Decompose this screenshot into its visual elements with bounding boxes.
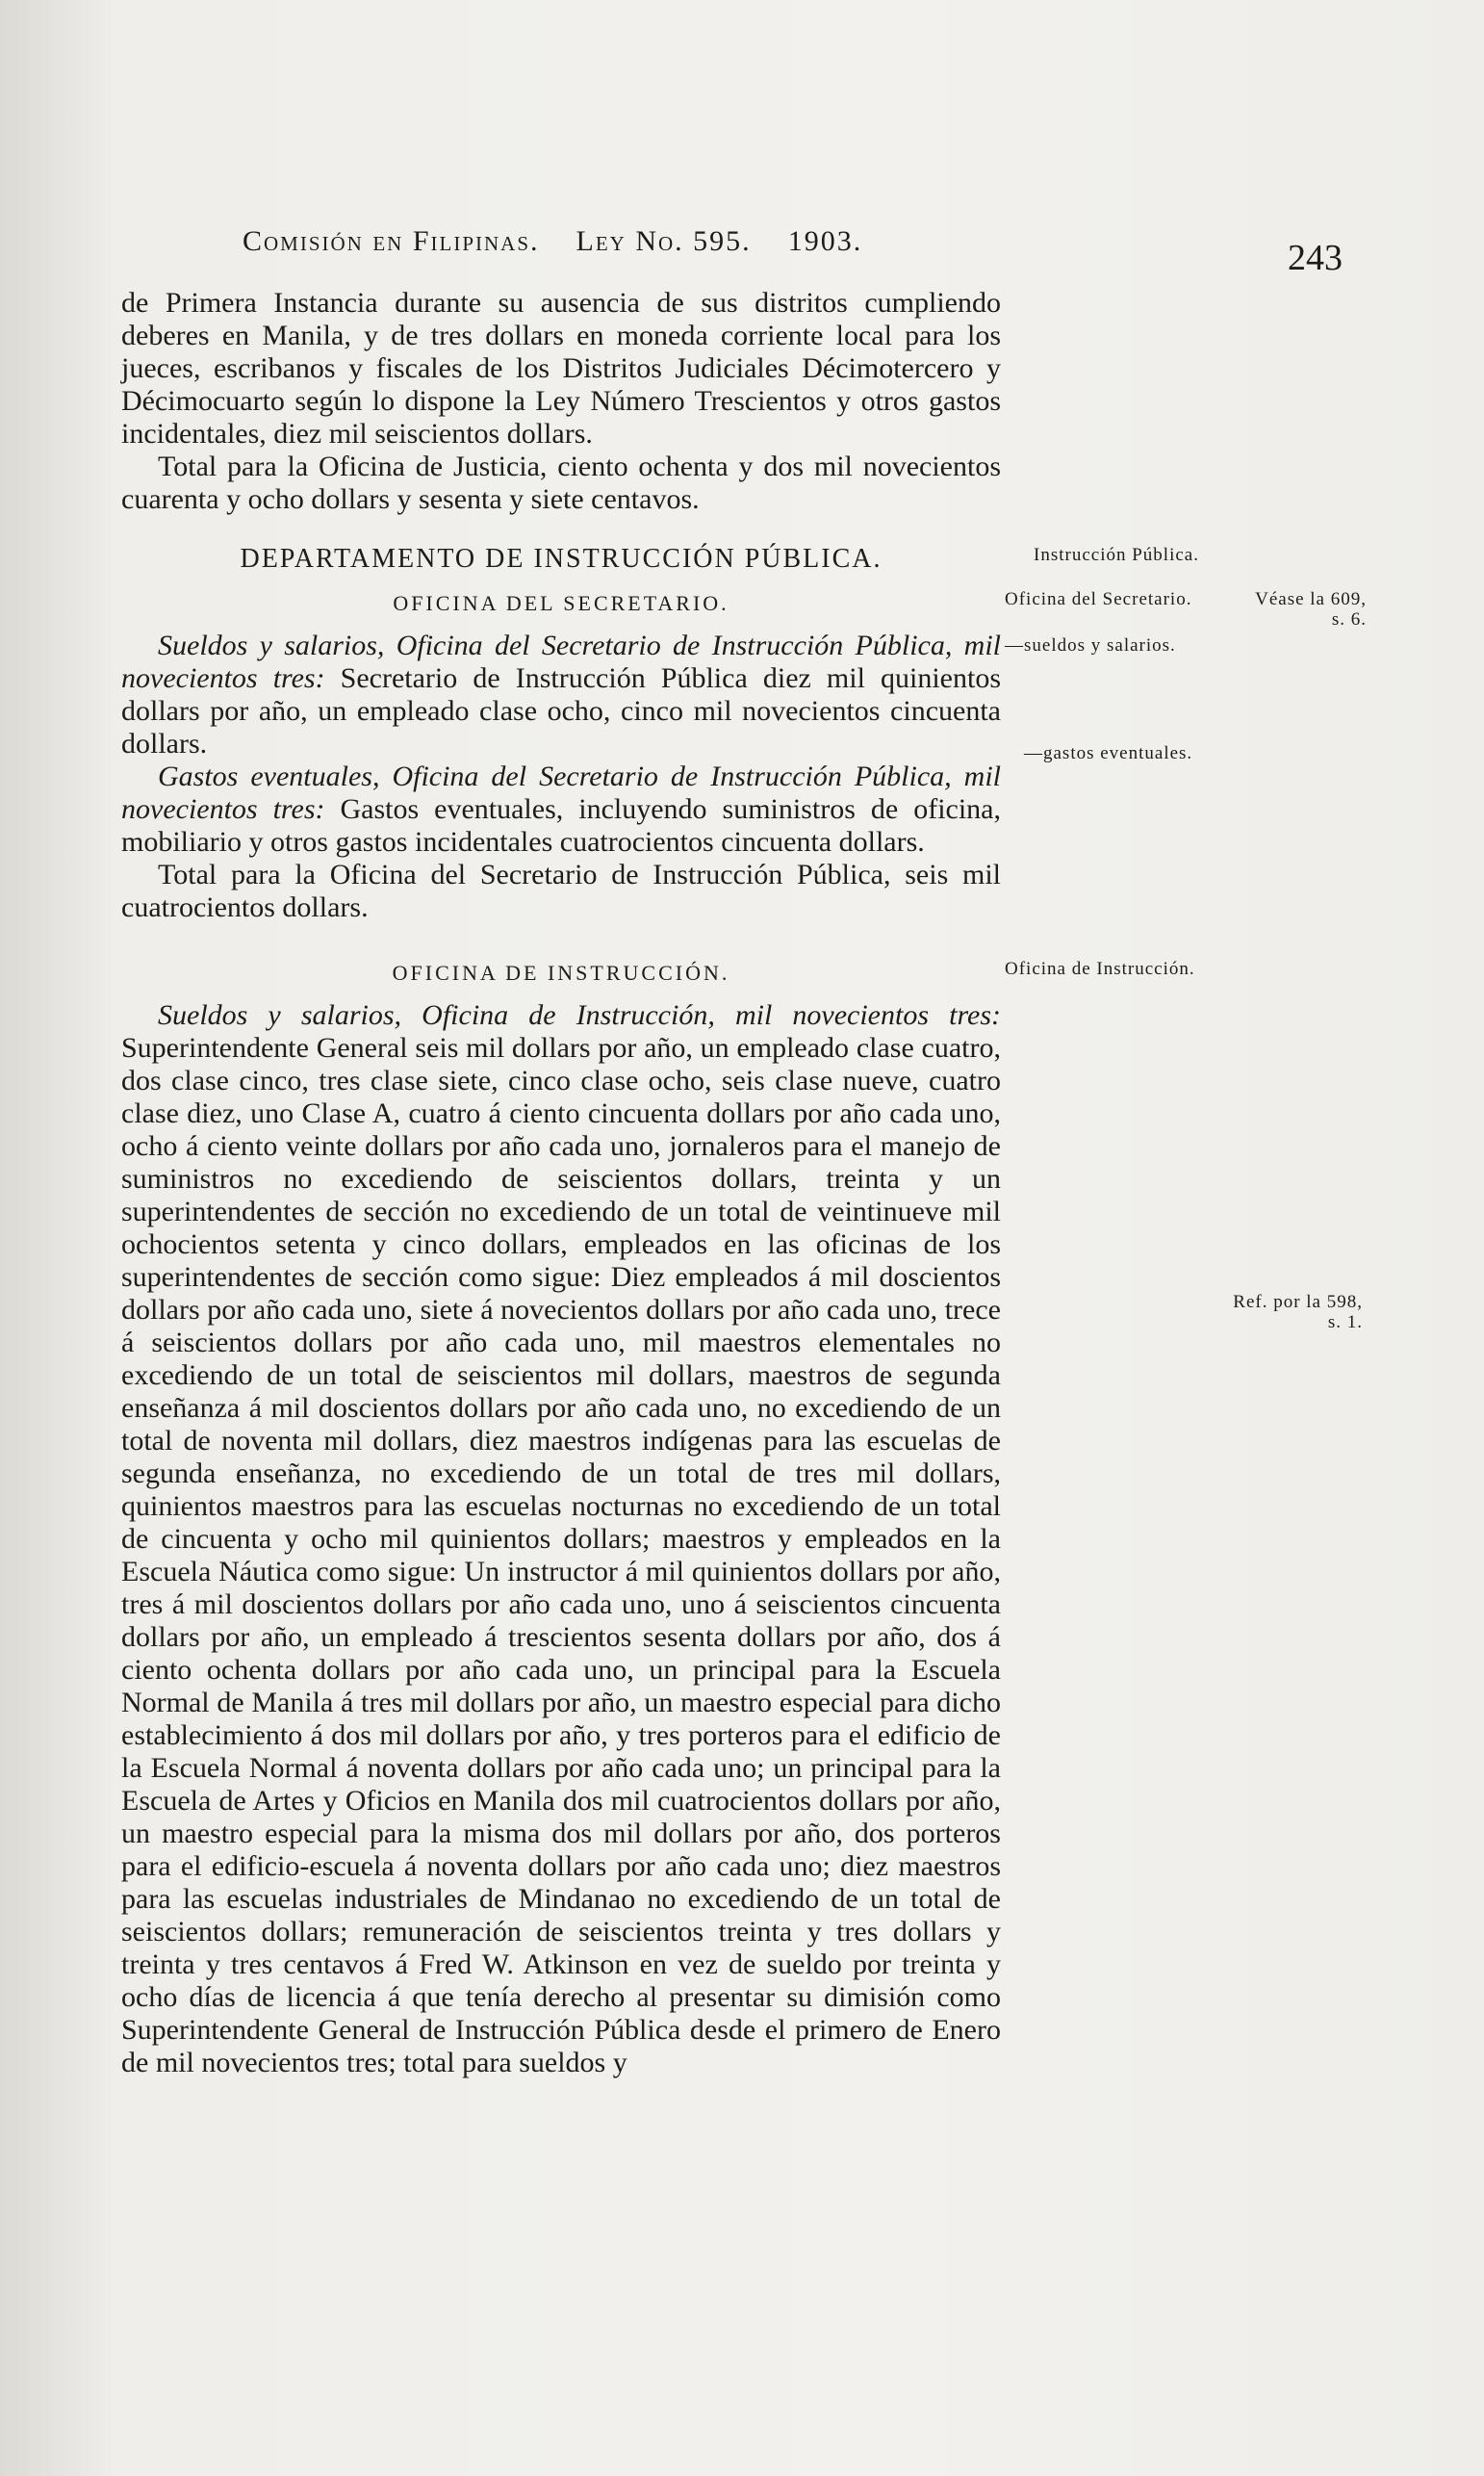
page-number: 243: [1288, 238, 1343, 278]
paragraph-total-justicia: Total para la Oficina de Justicia, ciento ochenta y dos mil novecientos cuarenta y ocho dollars y sesenta y siete centavos.: [121, 451, 1001, 515]
margin-note-ref: Ref. por la 598, s. 1.: [1233, 1292, 1363, 1332]
paragraph-total-secretario: Total para la Oficina del Secretario de Instrucción Pública, seis mil cuatrocientos dollars.: [121, 859, 1001, 923]
paragraph-lead: Sueldos y salarios, Oficina de Instrucción, mil novecientos tres:: [158, 999, 1001, 1031]
header-year: 1903.: [787, 225, 863, 257]
subsection-title-secretario: OFICINA DEL SECRETARIO.: [393, 591, 729, 615]
paragraph-text: Secretario de Instrucción Pública diez mil quinientos dollars por año, un empleado clase ocho, cinco mil novecientos cincuenta dollars.: [121, 662, 1001, 760]
margin-note-vease: Véase la 609, s. 6.: [1255, 589, 1367, 630]
main-text: [121, 287, 1001, 2079]
paragraph-continuation: de Primera Instancia durante su ausencia de sus distritos cumpliendo deberes en Manila, y de tres dollars en moneda corriente local para los jueces, escribanos y fiscales de los Distritos Judiciales Décimotercero y Décimocuarto según lo dispone la Ley Número Trescientos y otros gastos incidentales, diez mil seiscientos dollars.: [121, 287, 1001, 450]
section-title-department: DEPARTAMENTO DE INSTRUCCIÓN PÚBLICA.: [240, 544, 883, 574]
margin-note-sueldos: —sueldos y salarios.: [1005, 635, 1176, 656]
paragraph-gastos-secretario: [121, 761, 1001, 859]
paragraph-text: Gastos eventuales, incluyendo suministros de oficina, mobiliario y otros gastos incidentales cuatrocientos cincuenta dollars.: [121, 793, 1001, 858]
running-header: [243, 225, 1407, 258]
running-title: Comisión en Filipinas.: [243, 225, 540, 257]
law-number: Ley No. 595.: [576, 225, 752, 257]
margin-note-oficina-secretario: Oficina del Secretario.: [1005, 589, 1192, 609]
margin-note-oficina-instruccion: Oficina de Instrucción.: [1005, 959, 1195, 979]
paragraph-lead: Sueldos y salarios, Oficina del Secretario de Instrucción Pública, mil novecientos tres:: [121, 630, 1001, 694]
paragraph-sueldos-secretario: [121, 630, 1001, 761]
paragraph-text: Superintendente General seis mil dollars por año, un empleado clase cuatro, dos clase cinco, tres clase siete, cinco clase ocho, seis clase nueve, cuatro clase diez, uno Clase A, cuatro á ciento cincuenta dollars por año cada uno, ocho á ciento veinte dollars por año cada uno, jornaleros para el manejo de suministros no excediendo de seiscientos dollars, treinta y un superintendentes de sección no excediendo de un total de veintinueve mil ochocientos setenta y cinco dollars, empleados en las oficinas de los superintendentes de sección como sigue: Diez empleados á mil doscientos dollars por año cada uno, siete á novecientos dollars por año cada uno, trece á seiscientos dollars por año cada uno, mil maestros elementales no excediendo de un total de seiscientos mil dollars, maestros de segunda enseñanza á mil doscientos dollars por año cada uno, no excediendo de un total de noventa mil dollars, diez maestros indígenas para las escuelas de segunda enseñanza, no excediendo de un total de tres mil dollars, quinientos maestros para las escuelas nocturnas no excediendo de un total de cincuenta y ocho mil quinientos dollars; maestros y empleados en la Escuela Náutica como sigue: Un instructor á mil quinientos dollars por año, tres á mil doscientos dollars por año cada uno, uno á seiscientos cincuenta dollars por año, un empleado á trescientos sesenta dollars por año, dos á ciento ochenta dollars por año cada uno, un principal para la Escuela Normal de Manila á tres mil dollars por año, un maestro especial para dicho establecimiento á dos mil dollars por año, y tres porteros para el edificio de la Escuela Normal á noventa dollars por año cada uno; un principal para la Escuela de Artes y Oficios en Manila dos mil cuatrocientos dollars por año, un maestro especial para la misma dos mil dollars por año, dos porteros para el edificio-escuela á noventa dollars por año cada uno; diez maestros para las escuelas industriales de Mindanao no excediendo de un total de seiscientos dollars; remuneración de seiscientos treinta y tres dollars y treinta y tres centavos á Fred W. Atkinson en vez de sueldo por treinta y ocho días de licencia á que tenía derecho al presentar su dimisión como Superintendente General de Instrucción Pública desde el primero de Enero de mil novecientos tres; total para sueldos y: [121, 1032, 1001, 2078]
subsection-title-instruccion: OFICINA DE INSTRUCCIÓN.: [392, 961, 730, 985]
paragraph-lead: Gastos eventuales, Oficina del Secretario de Instrucción Pública, mil novecientos tres:: [121, 761, 1001, 825]
margin-note-instruccion-publica: Instrucción Pública.: [1034, 545, 1199, 565]
margin-note-gastos: —gastos eventuales.: [1024, 743, 1193, 763]
paragraph-sueldos-instruccion: [121, 999, 1001, 2079]
